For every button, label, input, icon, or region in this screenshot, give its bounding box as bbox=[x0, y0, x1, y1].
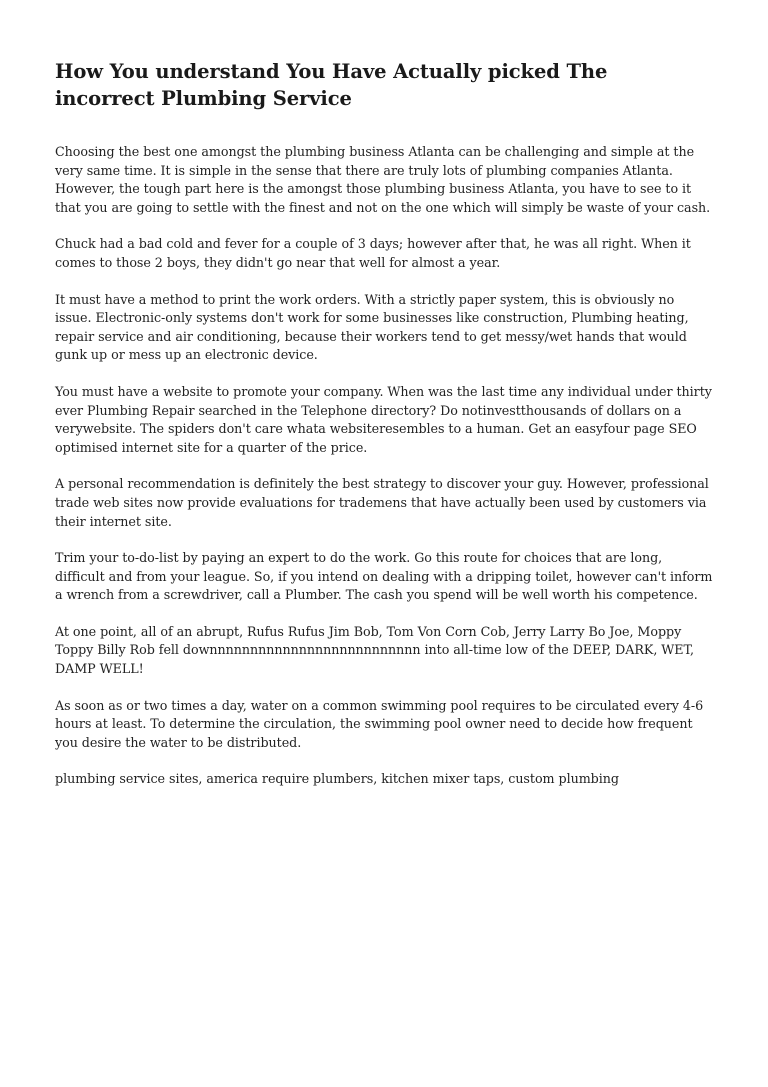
paragraph-deep-dark-well: At one point, all of an abrupt, Rufus Rufus Jim Bob, Tom Von Corn Cob, Jerry Larry Bo Joe, Moppy Toppy Billy Rob fell downnnnnnnnnnnnnnnnnnnnnnnnnn into all-time low of the DEEP, DARK, WET, DAMP WELL! bbox=[55, 623, 695, 677]
paragraph-personal-recommendation: A personal recommendation is definitely the best strategy to discover your guy. However, professional trade web sites now provide evaluations for trademens that have actually been used by customers via their internet site. bbox=[55, 476, 709, 529]
paragraph-print-work-orders: It must have a method to print the work orders. With a strictly paper system, this is obviously no issue. Electronic-only systems don't work for some businesses like construction, Plumbing heating, repair service and air conditioning, because their workers tend to get messy/wet hands that would gunk up or mess up an electronic device. bbox=[55, 291, 689, 363]
paragraph-swimming-pool-circulation: As soon as or two times a day, water on a common swimming pool requires to be circulated every 4-6 hours at least. To determine the circulation, the swimming pool owner need to decide how frequent you desire the water to be distributed. bbox=[55, 697, 704, 750]
document-title: How You understand You Have Actually picked The incorrect Plumbing Service bbox=[55, 60, 608, 110]
paragraph-keywords: plumbing service sites, america require plumbers, kitchen mixer taps, custom plumbing bbox=[55, 771, 619, 787]
document-page bbox=[55, 58, 713, 807]
paragraph-chuck-cold: Chuck had a bad cold and fever for a couple of 3 days; however after that, he was all right. When it comes to those 2 boys, they didn't go near that well for almost a year. bbox=[55, 236, 691, 270]
paragraph-website-promotion: You must have a website to promote your company. When was the last time any individual under thirty ever Plumbing Repair searched in the Telephone directory? Do notinvestthousands of dollars on a verywebsite. The spiders don't care whata websiteresembles to a human. Get an easyfour page SEO optimised internet site for a quarter of the price. bbox=[55, 383, 712, 455]
paragraph-trim-to-do-list: Trim your to-do-list by paying an expert to do the work. Go this route for choices that are long, difficult and from your league. So, if you intend on dealing with a dripping toilet, however can't inform a wrench from a screwdriver, call a Plumber. The cash you spend will be well worth his competence. bbox=[55, 550, 713, 603]
paragraph-choosing-plumbing-business: Choosing the best one amongst the plumbing business Atlanta can be challenging and simple at the very same time. It is simple in the sense that there are truly lots of plumbing companies Atlanta. However, the tough part here is the amongst those plumbing business Atlanta, you have to see to it that you are going to settle with the finest and not on the one which will simply be waste of your cash. bbox=[55, 144, 711, 215]
